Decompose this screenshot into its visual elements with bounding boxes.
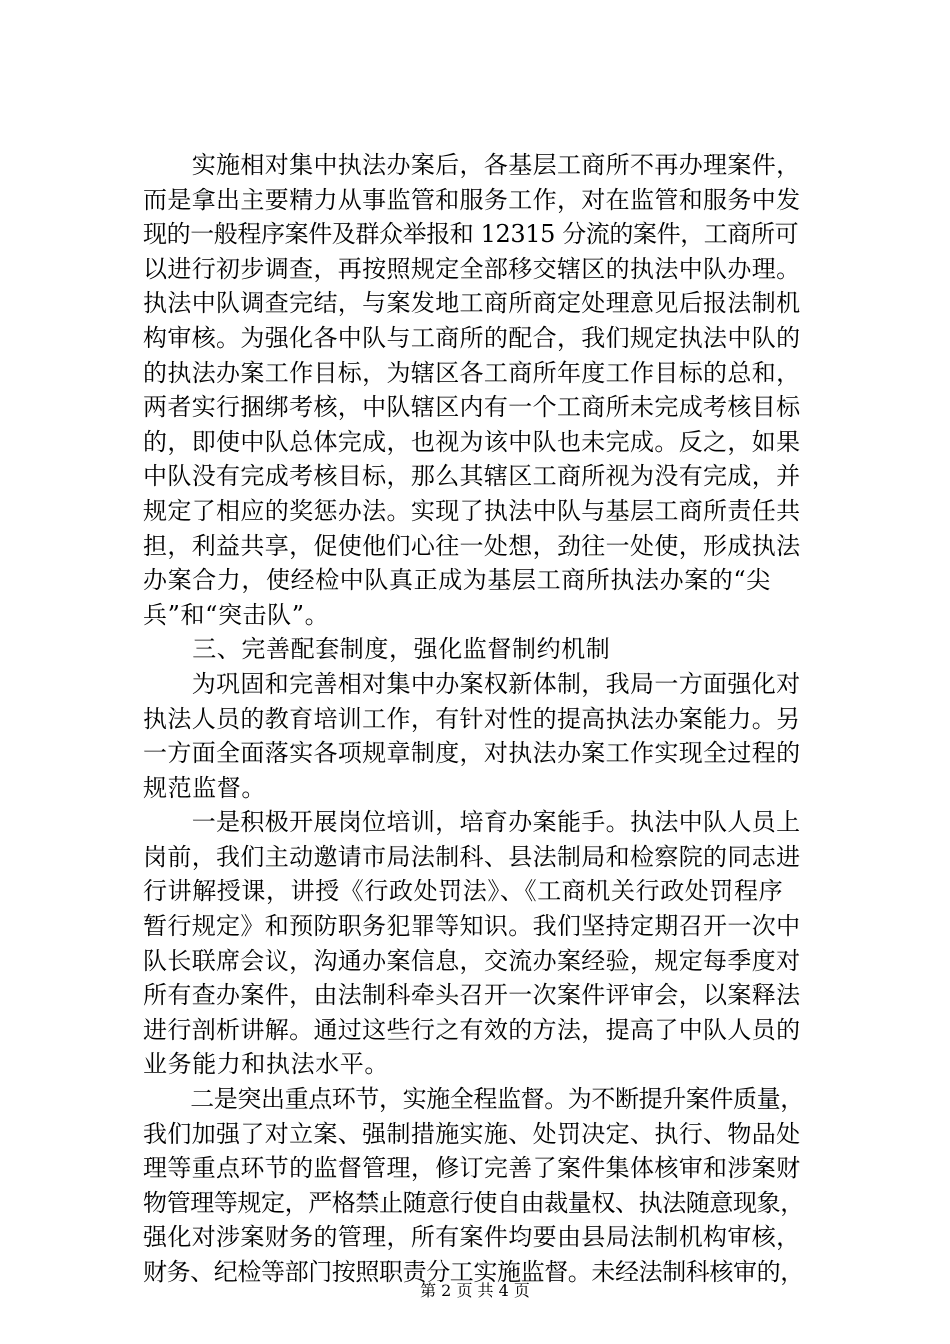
text-line: 为巩固和完善相对集中办案权新体制，我局一方面强化对 (143, 669, 801, 698)
text-line: 规范监督。 (143, 773, 266, 802)
text-line: 强化对涉案财务的管理，所有案件均要由县局法制机构审核， (143, 1223, 801, 1252)
text-line: 现的一般程序案件及群众举报和 12315 分流的案件，工商所可 (143, 220, 799, 249)
text-line: 办案合力，使经检中队真正成为基层工商所执法办案的“尖 (143, 566, 771, 595)
body-text (143, 148, 803, 1290)
text-line: 业务能力和执法水平。 (143, 1050, 389, 1079)
text-line: 我们加强了对立案、强制措施实施、处罚决定、执行、物品处 (143, 1119, 801, 1148)
text-line: 两者实行捆绑考核，中队辖区内有一个工商所未完成考核目标 (143, 393, 801, 422)
text-line: 担，利益共享，促使他们心往一处想，劲往一处使，形成执法 (143, 531, 801, 560)
text-line: 暂行规定》和预防职务犯罪等知识。我们坚持定期召开一次中 (143, 912, 801, 941)
text-line: 一是积极开展岗位培训，培育办案能手。执法中队人员上 (143, 808, 801, 837)
text-line: 中队没有完成考核目标，那么其辖区工商所视为没有完成，并 (143, 462, 801, 491)
text-line: 三、完善配套制度，强化监督制约机制 (143, 635, 611, 664)
text-line: 而是拿出主要精力从事监管和服务工作，对在监管和服务中发 (143, 185, 801, 214)
text-line: 执法中队调查完结，与案发地工商所商定处理意见后报法制机 (143, 289, 801, 318)
text-line: 构审核。为强化各中队与工商所的配合，我们规定执法中队的 (143, 323, 801, 352)
text-line: 队长联席会议，沟通办案信息，交流办案经验，规定每季度对 (143, 946, 801, 975)
text-line: 财务、纪检等部门按照职责分工实施监督。未经法制科核审的， (143, 1258, 804, 1286)
text-line: 以进行初步调查，再按照规定全部移交辖区的执法中队办理。 (143, 254, 801, 283)
text-line: 实施相对集中执法办案后，各基层工商所不再办理案件， (143, 151, 801, 179)
text-line: 物管理等规定，严格禁止随意行使自由裁量权、执法随意现象， (143, 1188, 804, 1217)
text-line: 规定了相应的奖惩办法。实现了执法中队与基层工商所责任共 (143, 496, 801, 525)
text-line: 一方面全面落实各项规章制度，对执法办案工作实现全过程的 (143, 739, 801, 768)
text-line: 执法人员的教育培训工作，有针对性的提高执法办案能力。另 (143, 704, 801, 733)
text-line: 行讲解授课，讲授《行政处罚法》、《工商机关行政处罚程序 (143, 877, 784, 906)
text-line: 兵”和“突击队”。 (143, 600, 330, 629)
page-footer: 第 2 页 共 4 页 (420, 1281, 530, 1300)
text-line: 岗前，我们主动邀请市局法制科、县法制局和检察院的同志进 (143, 842, 801, 871)
text-line: 的执法办案工作目标，为辖区各工商所年度工作目标的总和， (143, 358, 801, 387)
text-line: 二是突出重点环节，实施全程监督。为不断提升案件质量， (143, 1085, 804, 1114)
text-line: 的，即使中队总体完成，也视为该中队也未完成。反之，如果 (143, 427, 801, 456)
text-line: 进行剖析讲解。通过这些行之有效的方法，提高了中队人员的 (143, 1015, 801, 1044)
text-line: 理等重点环节的监督管理，修订完善了案件集体核审和涉案财 (143, 1154, 801, 1183)
text-line: 所有查办案件，由法制科牵头召开一次案件评审会，以案释法 (143, 981, 801, 1010)
